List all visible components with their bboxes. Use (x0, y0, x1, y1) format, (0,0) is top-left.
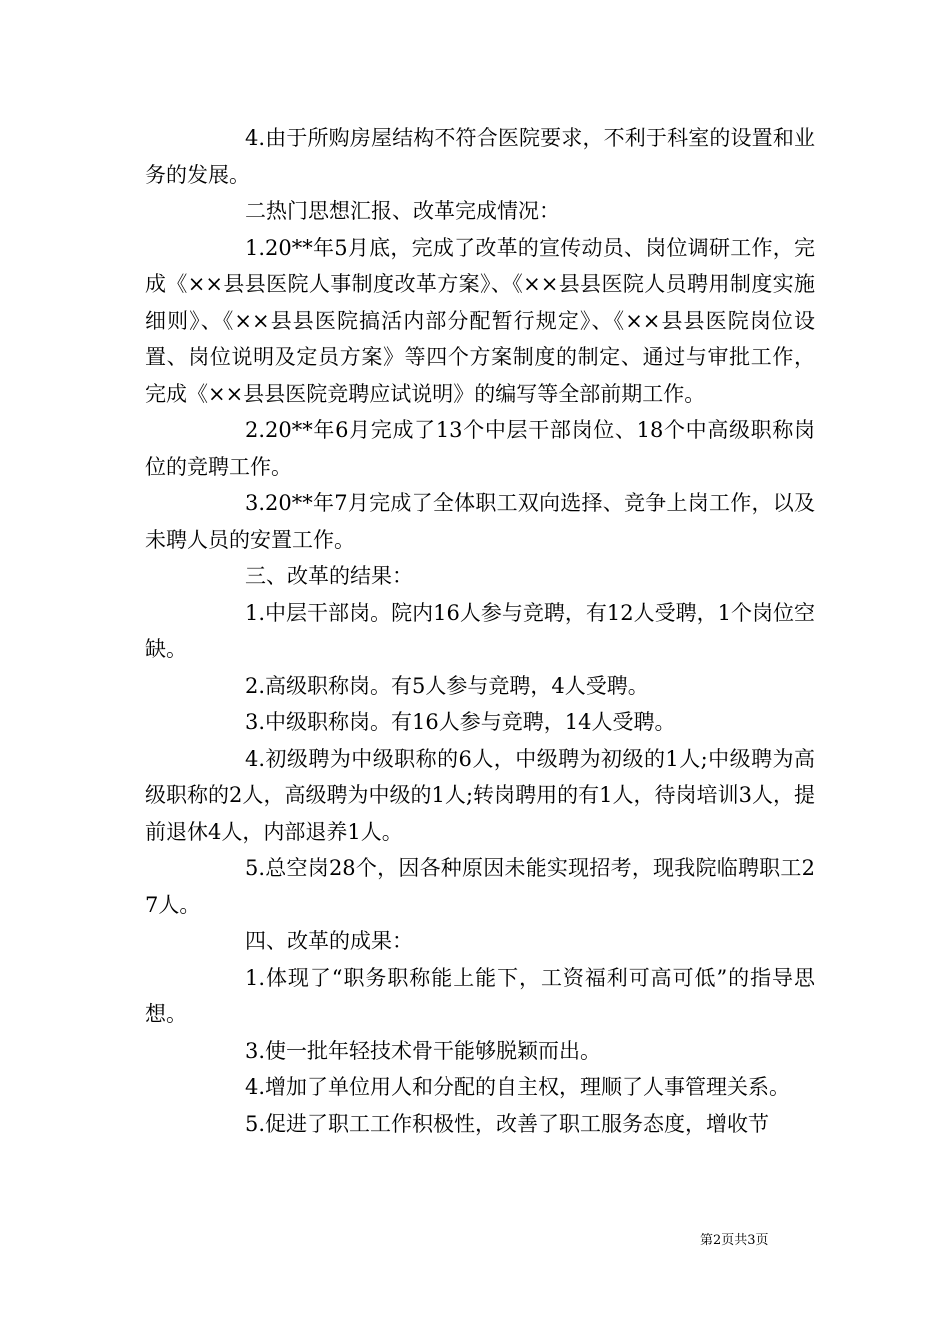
section-heading: 二热门思想汇报、改革完成情况： (245, 199, 560, 223)
section-heading: 三、改革的结果： (245, 564, 413, 588)
paragraph: 1.20**年5月底，完成了改革的宣传动员、岗位调研工作，完成《××县县医院人事制度改革方案》、《××县县医院人员聘用制度实施细则》、《××县县医院搞活内部分配暂行规定》、《××县县医院岗位设置、岗位说明及定员方案》等四个方案制度的制定、通过与审批工作，完成《××县县医院竞聘应试说明》的编写等全部前期工作。 (145, 235, 815, 406)
section-heading: 四、改革的成果： (245, 929, 413, 953)
paragraph: 3.中级职称岗。有16人参与竞聘，14人受聘。 (245, 710, 676, 734)
paragraph: 4.由于所购房屋结构不符合医院要求，不利于科室的设置和业务的发展。 (145, 126, 815, 187)
paragraph: 3.使一批年轻技术骨干能够脱颖而出。 (245, 1038, 602, 1063)
paragraph: 2.高级职称岗。有5人参与竞聘，4人受聘。 (245, 673, 649, 698)
paragraph: 4.初级聘为中级职称的6人，中级聘为初级的1人;中级聘为高级职称的2人，高级聘为中级的1人;转岗聘用的有1人，待岗培训3人，提前退休4人，内部退养1人。 (145, 746, 815, 844)
paragraph: 2.20**年6月完成了13个中层干部岗位、18个中高级职称岗位的竞聘工作。 (145, 418, 815, 479)
paragraph: 1.体现了“职务职称能上能下，工资福利可高可低”的指导思想。 (145, 965, 815, 1026)
paragraph: 3.20**年7月完成了全体职工双向选择、竞争上岗工作，以及未聘人员的安置工作。 (145, 491, 815, 552)
paragraph: 5.促进了职工工作积极性，改善了职工服务态度，增收节 (245, 1111, 770, 1136)
document-body (145, 120, 815, 1142)
page-number-footer: 第2页共3页 (700, 1233, 769, 1248)
paragraph: 4.增加了单位用人和分配的自主权，理顺了人事管理关系。 (245, 1075, 791, 1099)
paragraph: 5.总空岗28个，因各种原因未能实现招考，现我院临聘职工27人。 (145, 856, 815, 917)
paragraph: 1.中层干部岗。院内16人参与竞聘，有12人受聘，1个岗位空缺。 (145, 600, 815, 661)
